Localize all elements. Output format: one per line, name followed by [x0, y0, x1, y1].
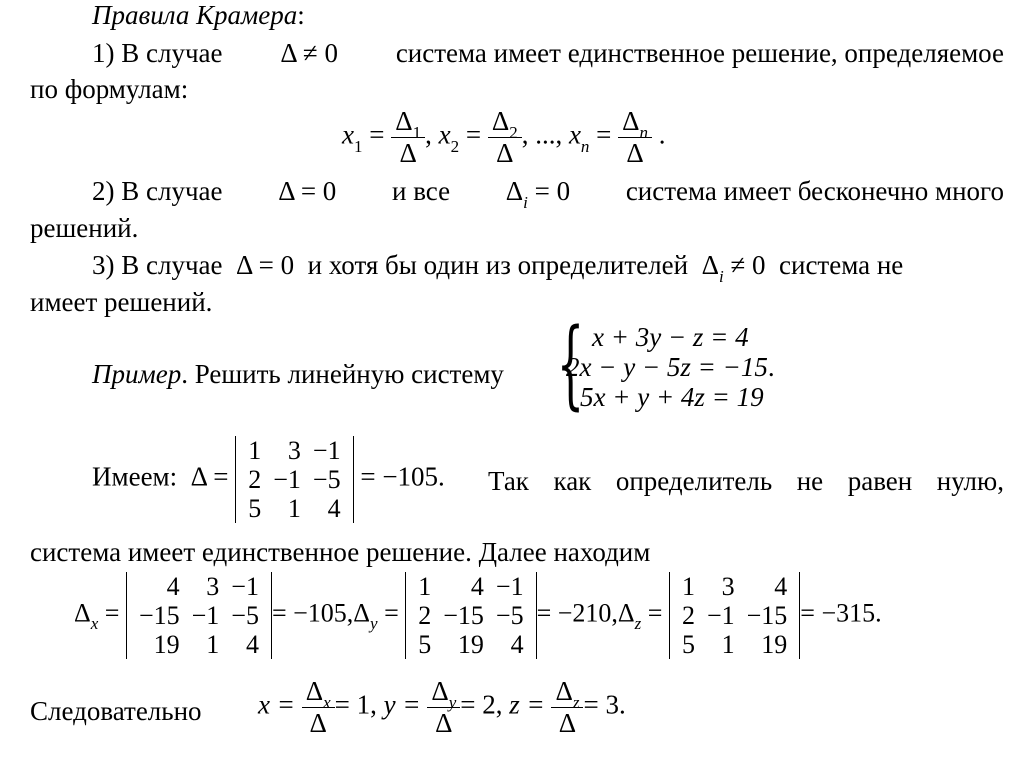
example-label: Пример. Решить линейную систему: [92, 359, 504, 389]
equation-1: x + 3y − z = 4: [592, 322, 749, 352]
conclusion-label: Следовательно: [30, 696, 202, 726]
rule1-line2: по формулам:: [30, 74, 189, 104]
partial-determinants: $\Delta_x$ = 4 3 −1 −15 −1 −5 19 1 4 = $-105,\Delta_y$ = 1 4 −1 2 −15 −5 5 19 4 = $-210,\Delta_z$ = 1 3 4 2 −1 −15 5 1 19 = −315.: [74, 572, 882, 659]
matrix-delta-y: 1 4 −1 2 −15 −5 5 19 4: [405, 572, 536, 659]
nonzero-text: Так как определитель не равен нулю,: [488, 466, 1004, 496]
matrix-delta-z: 1 3 4 2 −1 −15 5 1 19: [669, 572, 800, 659]
rule2-line1: 2) В случае Δ = 0 и все $\Delta_i = 0$ система имеет бесконечно много: [92, 176, 1004, 212]
equation-2: 2x − y − 5z = −15.: [566, 352, 775, 382]
rule1-line1: 1) В случае Δ ≠ 0 система имеет единственное решение, определяемое: [92, 38, 1004, 68]
cramer-formulas: $x_1$ = $\frac{\Delta_1}{\Delta}$ , $x_2$ = $\frac{\Delta_2}{\Delta}$ , ..., $x_n$ = $\frac{\Delta_n}{\Delta}$ .: [342, 106, 666, 168]
continue-text: система имеет единственное решение. Далее находим: [30, 537, 651, 567]
equation-system: { x + 3y − z = 4 2x − y − 5z = −15. 5x + y + 4z = 19: [556, 308, 775, 420]
rule3-line1: 3) В случае Δ = 0 и хотя бы один из определителей $\Delta_i \ne 0$ система не: [92, 250, 904, 286]
rule2-line2: решений.: [30, 213, 139, 243]
equation-3: 5x + y + 4z = 19: [580, 382, 764, 412]
matrix-delta-x: 4 3 −1 −15 −1 −5 19 1 4: [126, 572, 272, 659]
rule3-line2: имеет решений.: [30, 287, 213, 317]
main-determinant: Имеем: Δ = 1 3 −1 2 −1 −5 5 1 4 = −105.: [92, 436, 445, 523]
page-title: Правила Крамера:: [92, 0, 305, 30]
solution: x = $\frac{\Delta_x}{\Delta}$ = 1, y = $\frac{\Delta_y}{\Delta}$ = 2, z = $\frac{\Delta_z}{\Delta}$ = 3.: [258, 676, 626, 738]
matrix-delta: 1 3 −1 2 −1 −5 5 1 4: [235, 436, 353, 523]
